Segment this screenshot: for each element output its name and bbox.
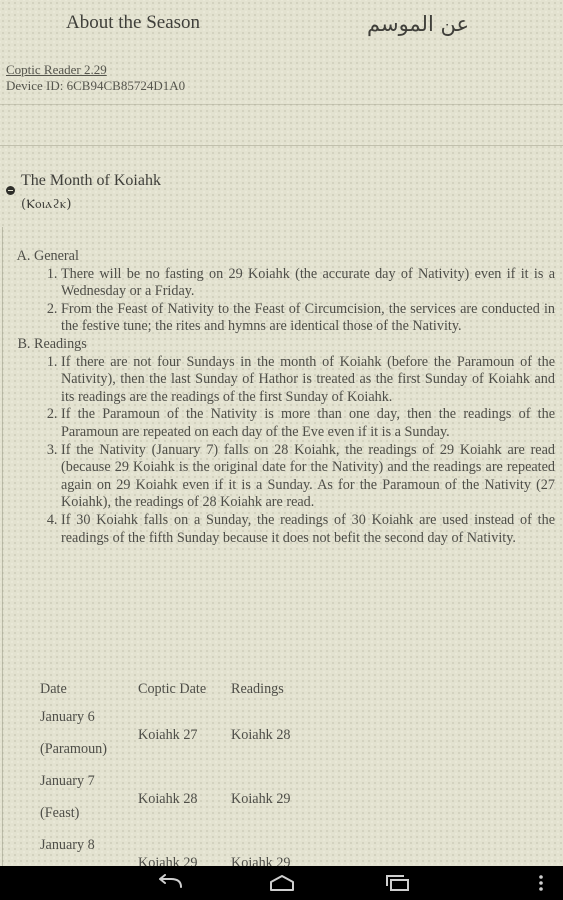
date-cell [40,703,138,767]
date-cell [40,831,138,866]
recent-apps-icon[interactable] [382,874,412,892]
table-row [40,831,321,866]
season-rules [12,248,555,547]
device-id: Device ID: 6CB94CB85724D1A0 [6,78,186,93]
overflow-menu-icon[interactable] [534,874,548,892]
outline-heading: General [34,248,79,264]
divider [0,104,563,105]
rule-item: 1. There will be no fasting on 29 Koiahk (the accurate day of Nativity) even if it is a Wednesday or a Friday. [61,266,555,301]
readings-cell: Koiahk 29 [231,854,291,866]
divider [0,145,563,146]
outline-section [34,248,555,336]
coptic-date-cell: Koiahk 27 [138,726,198,743]
column-header-readings: Readings [231,680,284,697]
table-row [40,703,321,767]
rule-item: 4. If 30 Koiahk falls on a Sunday, the readings of 30 Koiahk are used instead of the readings of the fifth Sunday because it does not befit the second day of Nativity. [61,512,555,547]
collapse-icon[interactable] [6,186,15,195]
page-title-arabic: عن الموسم [367,12,469,36]
date-note: (Paramoun) [40,741,107,757]
date-value: January 7 [40,773,95,789]
column-header-coptic-date: Coptic Date [138,680,207,697]
version-link[interactable]: Coptic Reader 2.29 [6,62,107,77]
readings-table [40,675,321,866]
table-row [40,767,321,831]
section-subtitle: (Ⲕⲟⲓⲁϩⲕ) [21,197,72,212]
outline-section [34,336,555,547]
rule-item: 3. If the Nativity (January 7) falls on 28 Koiahk, the readings of 29 Koiahk are read (because 29 Koiahk is the original date for the Nativity) and the readings are repeated again on 29 Koiahk even if it is a Sunday. As for the Paramoun of the Nativity (27 Koiahk), the readings of 28 Koiahk are read. [61,442,555,512]
outline-list [12,248,555,547]
header [0,0,563,50]
column-header-date: Date [40,680,67,697]
date-note: (Feast) [40,805,80,821]
rule-item: 2. From the Feast of Nativity to the Feast of Circumcision, the services are conducted in the festive tune; the rites and hymns are identical those of the Nativity. [61,301,555,336]
rule-list [34,266,555,336]
coptic-date-cell: Koiahk 28 [138,790,198,807]
readings-cell: Koiahk 29 [231,790,291,807]
date-cell [40,767,138,831]
rule-item: 2. If the Paramoun of the Nativity is more than one day, then the readings of the Paramoun are repeated on each day of the Eve even if it is a Sunday. [61,406,555,441]
rule-list [34,354,555,548]
navigation-bar [0,866,563,900]
date-value: January 8 [40,837,95,853]
outline-heading: Readings [34,335,87,352]
coptic-date-cell: Koiahk 29 [138,854,198,866]
date-value: January 6 [40,709,95,725]
table-header-row [40,675,321,703]
back-icon[interactable] [156,874,186,892]
page-title: About the Season [66,12,201,33]
home-icon[interactable] [267,874,297,892]
app-info [6,62,185,94]
section-title[interactable]: The Month of Koiahk [21,172,161,189]
rule-item: 1. If there are not four Sundays in the month of Koiahk (before the Paramoun of the Nativity), then the last Sunday of Hathor is treated as the first Sunday of Koiahk and its readings are the readings of the first Sunday of Koiahk. [61,354,555,407]
readings-cell: Koiahk 28 [231,726,291,743]
